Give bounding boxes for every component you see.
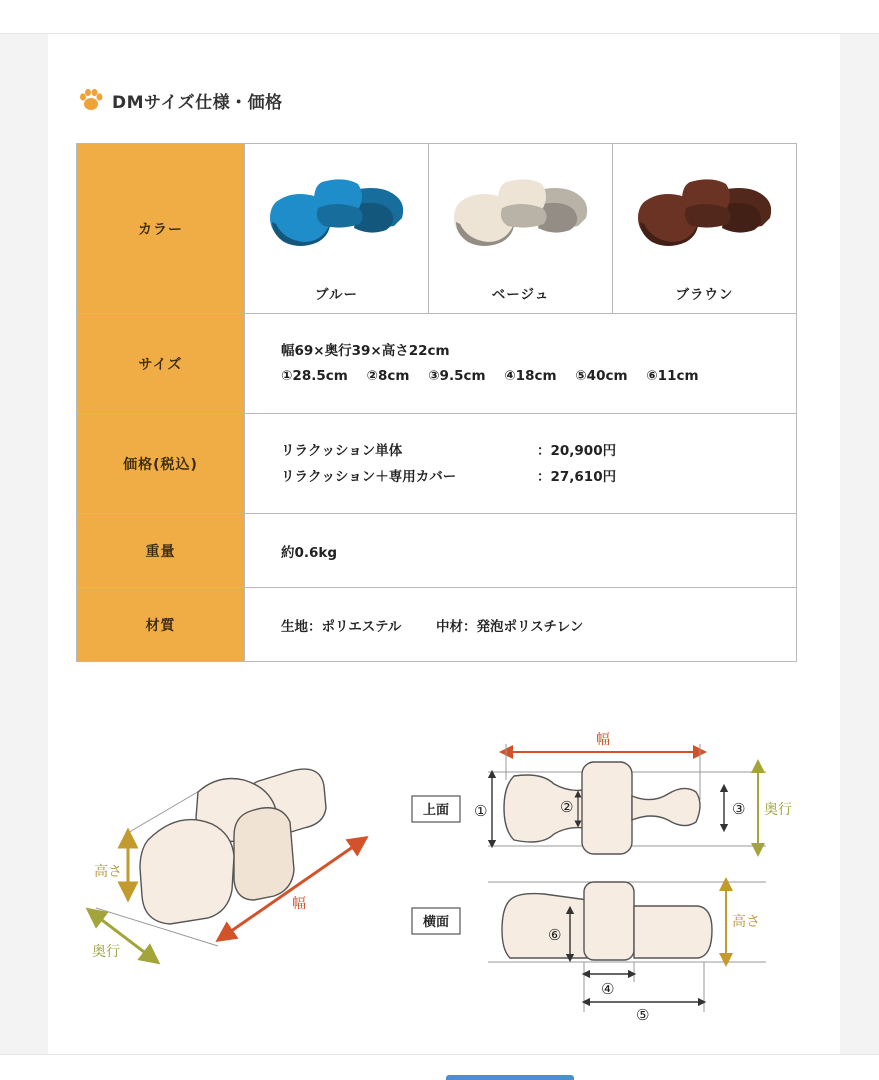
perspective-width-label: 幅	[292, 896, 306, 912]
price-row	[77, 414, 797, 514]
price-item-value: ：27,610円	[537, 468, 617, 485]
cushion-middle	[316, 204, 362, 228]
material-cell	[245, 588, 797, 662]
side-view-title: 横面	[422, 915, 450, 930]
marker-6: ⑥	[548, 926, 562, 944]
price-item	[281, 438, 796, 464]
paw-icon	[78, 88, 104, 112]
side-right-block	[634, 906, 712, 958]
color-variant-blue	[245, 144, 429, 314]
side-left-block	[502, 894, 588, 958]
price-row-header: 価格(税込)	[77, 414, 245, 514]
left-gutter	[0, 34, 48, 1054]
side-center-block	[584, 882, 634, 960]
size-cell	[245, 314, 797, 414]
marker-5: ⑤	[636, 1006, 650, 1024]
price-item-value: ：20,900円	[537, 442, 617, 459]
material-row	[77, 588, 797, 662]
spec-table	[76, 143, 797, 662]
top-view	[412, 732, 792, 854]
size-row-header: サイズ	[77, 314, 245, 414]
material-filling: 中材：発泡ポリスチレン	[436, 618, 584, 635]
top-center-block	[582, 762, 632, 854]
color-row	[77, 144, 797, 314]
side-view	[412, 882, 766, 1024]
dimension-5: ⑤40cm	[575, 367, 628, 384]
cushion-brown-image	[630, 174, 780, 254]
price-cell	[245, 414, 797, 514]
cushion-middle	[500, 204, 546, 228]
bottom-bar	[0, 1054, 879, 1080]
color-name-brown: ブラウン	[675, 287, 734, 303]
size-dimensions	[281, 364, 796, 389]
weight-row-header: 重量	[77, 514, 245, 588]
side-height-label: 高さ	[732, 914, 760, 930]
dimension-3: ③9.5cm	[428, 367, 486, 384]
weight-row	[77, 514, 797, 588]
dimension-4: ④18cm	[504, 367, 557, 384]
dimension-6: ⑥11cm	[646, 367, 699, 384]
bottom-tab-indicator[interactable]	[446, 1075, 574, 1080]
cushion-blue-image	[262, 174, 412, 254]
right-gutter	[840, 34, 879, 1054]
dimension-2: ②8cm	[366, 367, 410, 384]
size-main: 幅69×奥行39×高さ22cm	[281, 342, 450, 359]
top-bar	[0, 0, 879, 34]
weight-value: 約0.6kg	[245, 514, 797, 588]
price-item-name: リラクッション＋専用カバー	[281, 468, 457, 485]
section-title: DMサイズ仕様・価格	[112, 92, 283, 113]
price-item	[281, 464, 796, 490]
section-heading	[78, 86, 283, 114]
color-name-beige: ベージュ	[491, 287, 550, 303]
color-variant-brown	[613, 144, 797, 314]
top-depth-label: 奥行	[764, 802, 792, 818]
cushion-middle-block	[234, 808, 294, 900]
color-variant-beige	[429, 144, 613, 314]
color-name-blue: ブルー	[315, 287, 358, 303]
perspective-view	[92, 769, 360, 960]
marker-3: ③	[732, 800, 746, 818]
cushion-front-piece	[140, 820, 234, 924]
top-right-lobe	[632, 788, 700, 825]
perspective-depth-label: 奥行	[92, 944, 120, 960]
material-fabric: 生地：ポリエステル	[281, 618, 402, 635]
dimension-1: ①28.5cm	[281, 367, 348, 384]
material-row-header: 材質	[77, 588, 245, 662]
perspective-height-label: 高さ	[94, 864, 122, 880]
cushion-middle	[684, 204, 730, 228]
dimension-diagrams	[48, 700, 840, 1040]
size-row	[77, 314, 797, 414]
top-view-title: 上面	[422, 803, 450, 818]
color-row-header: カラー	[77, 144, 245, 314]
marker-1: ①	[474, 802, 488, 820]
marker-2: ②	[560, 798, 574, 816]
price-item-name: リラクッション単体	[281, 442, 403, 459]
top-width-label: 幅	[596, 732, 610, 748]
marker-4: ④	[601, 980, 615, 998]
cushion-beige-image	[446, 174, 596, 254]
